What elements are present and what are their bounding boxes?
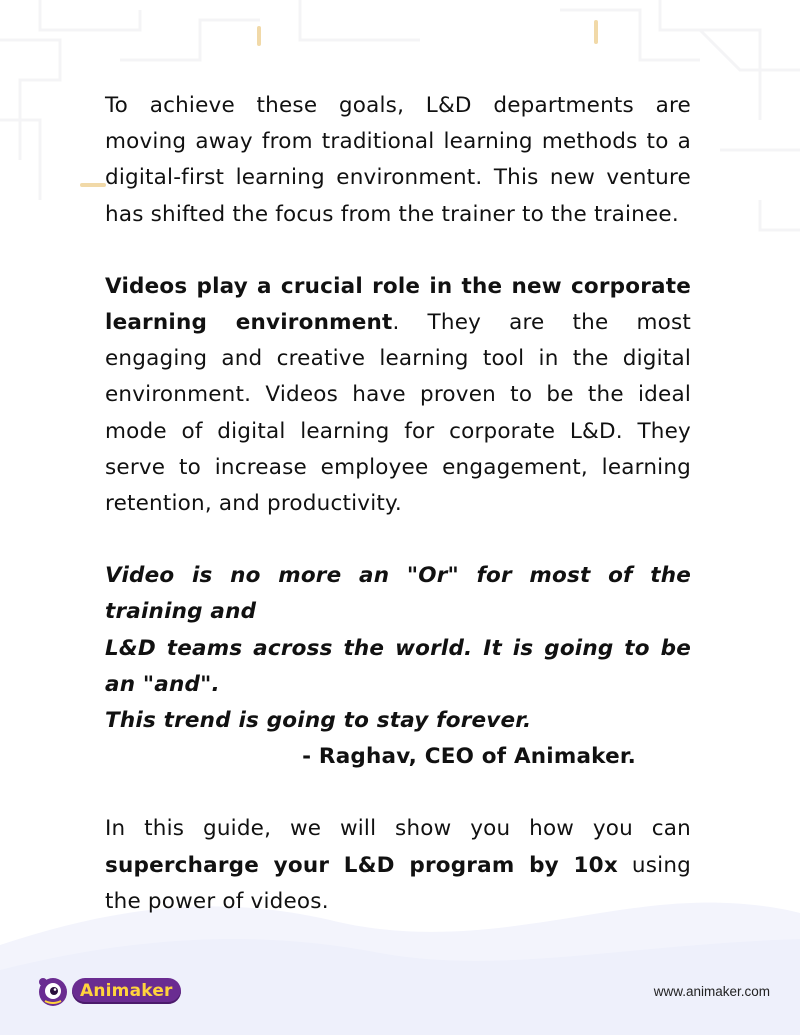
guide-highlight: supercharge your L&D program by 10x xyxy=(105,852,618,878)
quote-line-1: Video is no more an "Or" for most of the training and xyxy=(105,563,691,625)
accent-bar-3 xyxy=(80,183,106,187)
website-url[interactable]: www.animaker.com xyxy=(653,984,770,999)
quote-line-2: L&D teams across the world. It is going to be an "and". xyxy=(105,635,691,697)
videos-text: . They are the most engaging and creative learning tool in the digital environment. Videos have proven to be the ideal mode of digital learning for corporate L&D. They serve to increase employee engagement, learning retention, and productivity. xyxy=(105,310,691,517)
animaker-logo[interactable] xyxy=(36,972,181,1010)
accent-bar-2 xyxy=(594,20,598,44)
animaker-mascot-icon xyxy=(36,974,70,1008)
body-text xyxy=(105,88,691,920)
paragraph-intro: To achieve these goals, L&D departments are moving away from traditional learning methods to a digital-first learning environment. This new venture has shifted the focus from the trainer to the trainee. xyxy=(105,93,691,227)
logo-wordmark: Animaker xyxy=(72,978,181,1004)
accent-bar-1 xyxy=(257,26,261,46)
guide-text-start: In this guide, we will show you how you can xyxy=(105,816,691,842)
quote-line-3: This trend is going to stay forever. xyxy=(105,708,532,734)
ceo-quote xyxy=(105,558,691,775)
paragraph-guide xyxy=(105,811,691,920)
videos-highlight: Videos play a crucial role in the new corporate learning environment xyxy=(105,273,691,336)
paragraph-videos xyxy=(105,269,691,522)
guide-text-end: using the power of videos. xyxy=(105,852,691,914)
quote-attribution: - Raghav, CEO of Animaker. xyxy=(302,744,636,770)
